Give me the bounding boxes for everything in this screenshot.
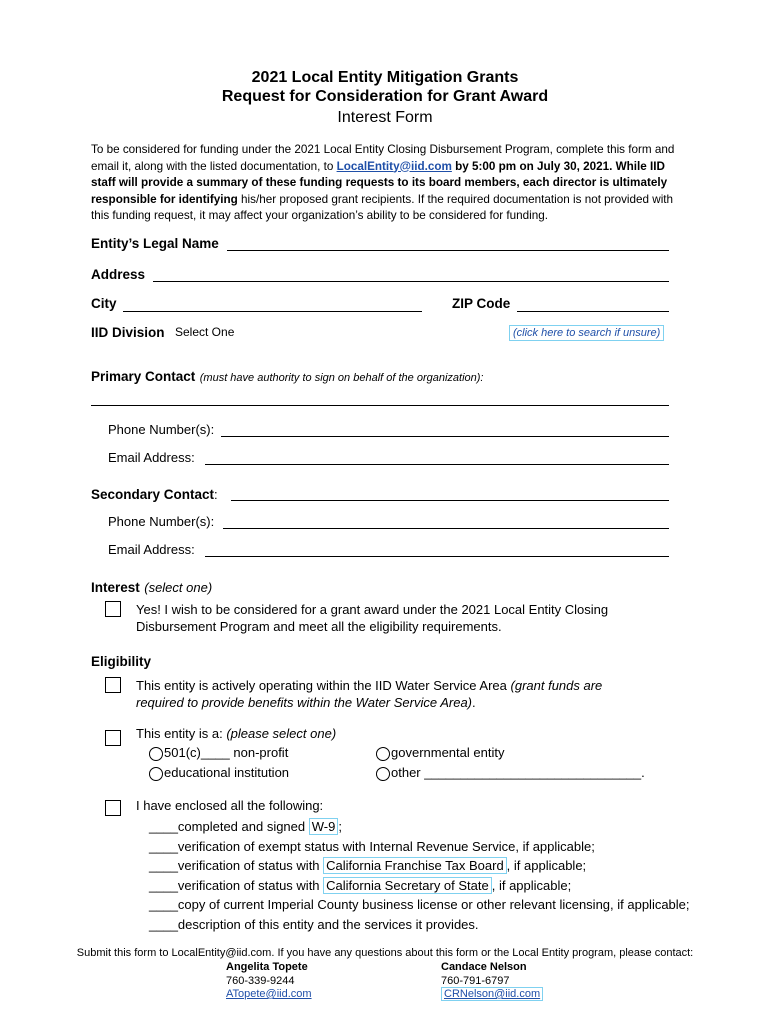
primary-contact-label: Primary Contact [91, 369, 196, 384]
intro-deadline: by 5:00 pm on July 30, 2021. [451, 159, 613, 173]
nonprofit-label: 501(c)____ non-profit [164, 745, 289, 760]
government-radio[interactable] [376, 747, 390, 761]
intro-text: To be considered for funding under the 2021 Local Entity Closing Disbursement Program, complete this form and email it, along with the listed documentation, to [91, 143, 675, 173]
education-label: educational institution [164, 765, 290, 780]
secondary-email-label: Email Address: [108, 542, 195, 557]
eligibility-heading: Eligibility [91, 654, 152, 669]
documents-list [149, 817, 690, 934]
form-type: Interest Form [337, 109, 433, 126]
intro-paragraph [91, 142, 681, 225]
eligibility-item2-text: This entity is a: [136, 726, 227, 741]
primary-email-input[interactable] [205, 464, 669, 465]
interest-heading [91, 579, 212, 597]
secondary-contact-heading [91, 486, 218, 504]
document-item [149, 817, 690, 837]
document-item-text: ____verification of exempt status with Internal Revenue Service, if applicable; [149, 838, 595, 854]
secondary-phone-input[interactable] [223, 528, 669, 529]
eligibility-item1-text: This entity is actively operating within the IID Water Service Area [136, 678, 511, 693]
secondary-email-input[interactable] [205, 556, 669, 557]
legal-name-input[interactable] [227, 250, 669, 251]
city-label: City [91, 296, 117, 311]
document-item [149, 837, 690, 857]
contact-email-link[interactable]: ATopete@iid.com [226, 988, 312, 1000]
document-item [149, 876, 690, 896]
document-item-text: ____verification of status with [149, 858, 324, 873]
interest-option-line1: Yes! I wish to be considered for a grant award under the 2021 Local Entity Closing [136, 602, 609, 617]
city-input[interactable] [123, 311, 422, 312]
other-radio[interactable] [376, 767, 390, 781]
document-item-link[interactable]: California Franchise Tax Board [323, 857, 507, 874]
eligibility-entity-type-checkbox[interactable] [105, 730, 121, 746]
eligibility-item1-note2: required to provide benefits within the Water Service Area) [136, 694, 473, 710]
contact-phone: 760-791-6797 [441, 974, 510, 987]
interest-option-text [136, 602, 608, 635]
document-item [149, 915, 690, 935]
primary-contact-note: (must have authority to sign on behalf of the organization): [199, 372, 484, 384]
document-item-link[interactable]: California Secretary of State [323, 877, 492, 894]
eligibility-item1-note: (grant funds are [510, 678, 603, 693]
eligibility-water-area-checkbox[interactable] [105, 677, 121, 693]
primary-contact-heading [91, 368, 483, 386]
documents-heading: I have enclosed all the following: [136, 798, 324, 813]
document-item-text: ____completed and signed [149, 819, 309, 834]
secondary-contact-label: Secondary Contact [91, 487, 215, 502]
primary-email-label: Email Address: [108, 450, 195, 465]
document-item-text: ____description of this entity and the services it provides. [149, 916, 479, 932]
other-label: other ______________________________. [391, 765, 645, 780]
zip-label: ZIP Code [452, 296, 511, 311]
secondary-phone-label: Phone Number(s): [108, 514, 215, 529]
contact-email-link[interactable]: CRNelson@iid.com [441, 987, 543, 1001]
contact-name: Candace Nelson [441, 961, 527, 973]
form-subtitle: Request for Consideration for Grant Award [221, 88, 549, 105]
legal-name-label: Entity’s Legal Name [91, 236, 219, 251]
eligibility-item2-note: (please select one) [226, 726, 337, 741]
eligibility-item1-end: . [472, 694, 476, 710]
primary-phone-input[interactable] [221, 436, 669, 437]
education-radio[interactable] [149, 767, 163, 781]
contact-topete [226, 961, 312, 1002]
footer-text: Submit this form to LocalEntity@iid.com. If you have any questions about this form or the Local Entity program, please contact: [76, 947, 694, 959]
address-label: Address [91, 267, 146, 282]
iid-division-label: IID Division [91, 325, 165, 340]
document-item-text: ____copy of current Imperial County business license or other relevant licensing, if applicable; [149, 897, 690, 912]
eligibility-entity-type-text [136, 726, 336, 743]
contact-nelson [441, 961, 543, 1002]
local-entity-email-link[interactable]: LocalEntity@iid.com [336, 159, 452, 173]
document-item-text: ____verification of status with [149, 877, 324, 893]
interest-label: Interest [91, 580, 140, 595]
eligibility-documents-checkbox[interactable] [105, 800, 121, 816]
interest-option-line2: Disbursement Program and meet all the eligibility requirements. [136, 618, 502, 634]
government-label: governmental entity [391, 745, 505, 760]
primary-contact-input[interactable] [91, 405, 669, 406]
division-search-link[interactable]: (click here to search if unsure) [509, 325, 664, 341]
interest-checkbox[interactable] [105, 601, 121, 617]
address-input[interactable] [153, 281, 669, 282]
intro-text-2: his/her proposed grant recipients. If the required documentation is not provided with this funding request, it may affect your organization’s ability to be considered for funding. [91, 192, 674, 222]
intro-bold-sentence: While IID staff will provide a summary of these funding requests to its board members, each director is ultimately responsible for identifying [91, 159, 668, 206]
document-item [149, 895, 690, 915]
contact-phone: 760-339-9244 [226, 974, 295, 987]
eligibility-water-area-text [136, 678, 602, 711]
document-item-link[interactable]: W-9 [309, 818, 339, 835]
document-item [149, 856, 690, 876]
document-item-suffix: , if applicable; [506, 858, 587, 873]
primary-phone-label: Phone Number(s): [108, 422, 215, 437]
contact-name: Angelita Topete [226, 961, 308, 973]
document-item-suffix: ; [338, 819, 342, 834]
document-item-suffix: , if applicable; [491, 877, 572, 893]
form-title: 2021 Local Entity Mitigation Grants [251, 69, 519, 86]
zip-input[interactable] [517, 311, 669, 312]
division-select[interactable]: Select One [175, 325, 235, 339]
interest-note: (select one) [144, 580, 213, 595]
nonprofit-radio[interactable] [149, 747, 163, 761]
secondary-contact-colon: : [214, 487, 218, 502]
secondary-contact-input[interactable] [231, 500, 669, 501]
